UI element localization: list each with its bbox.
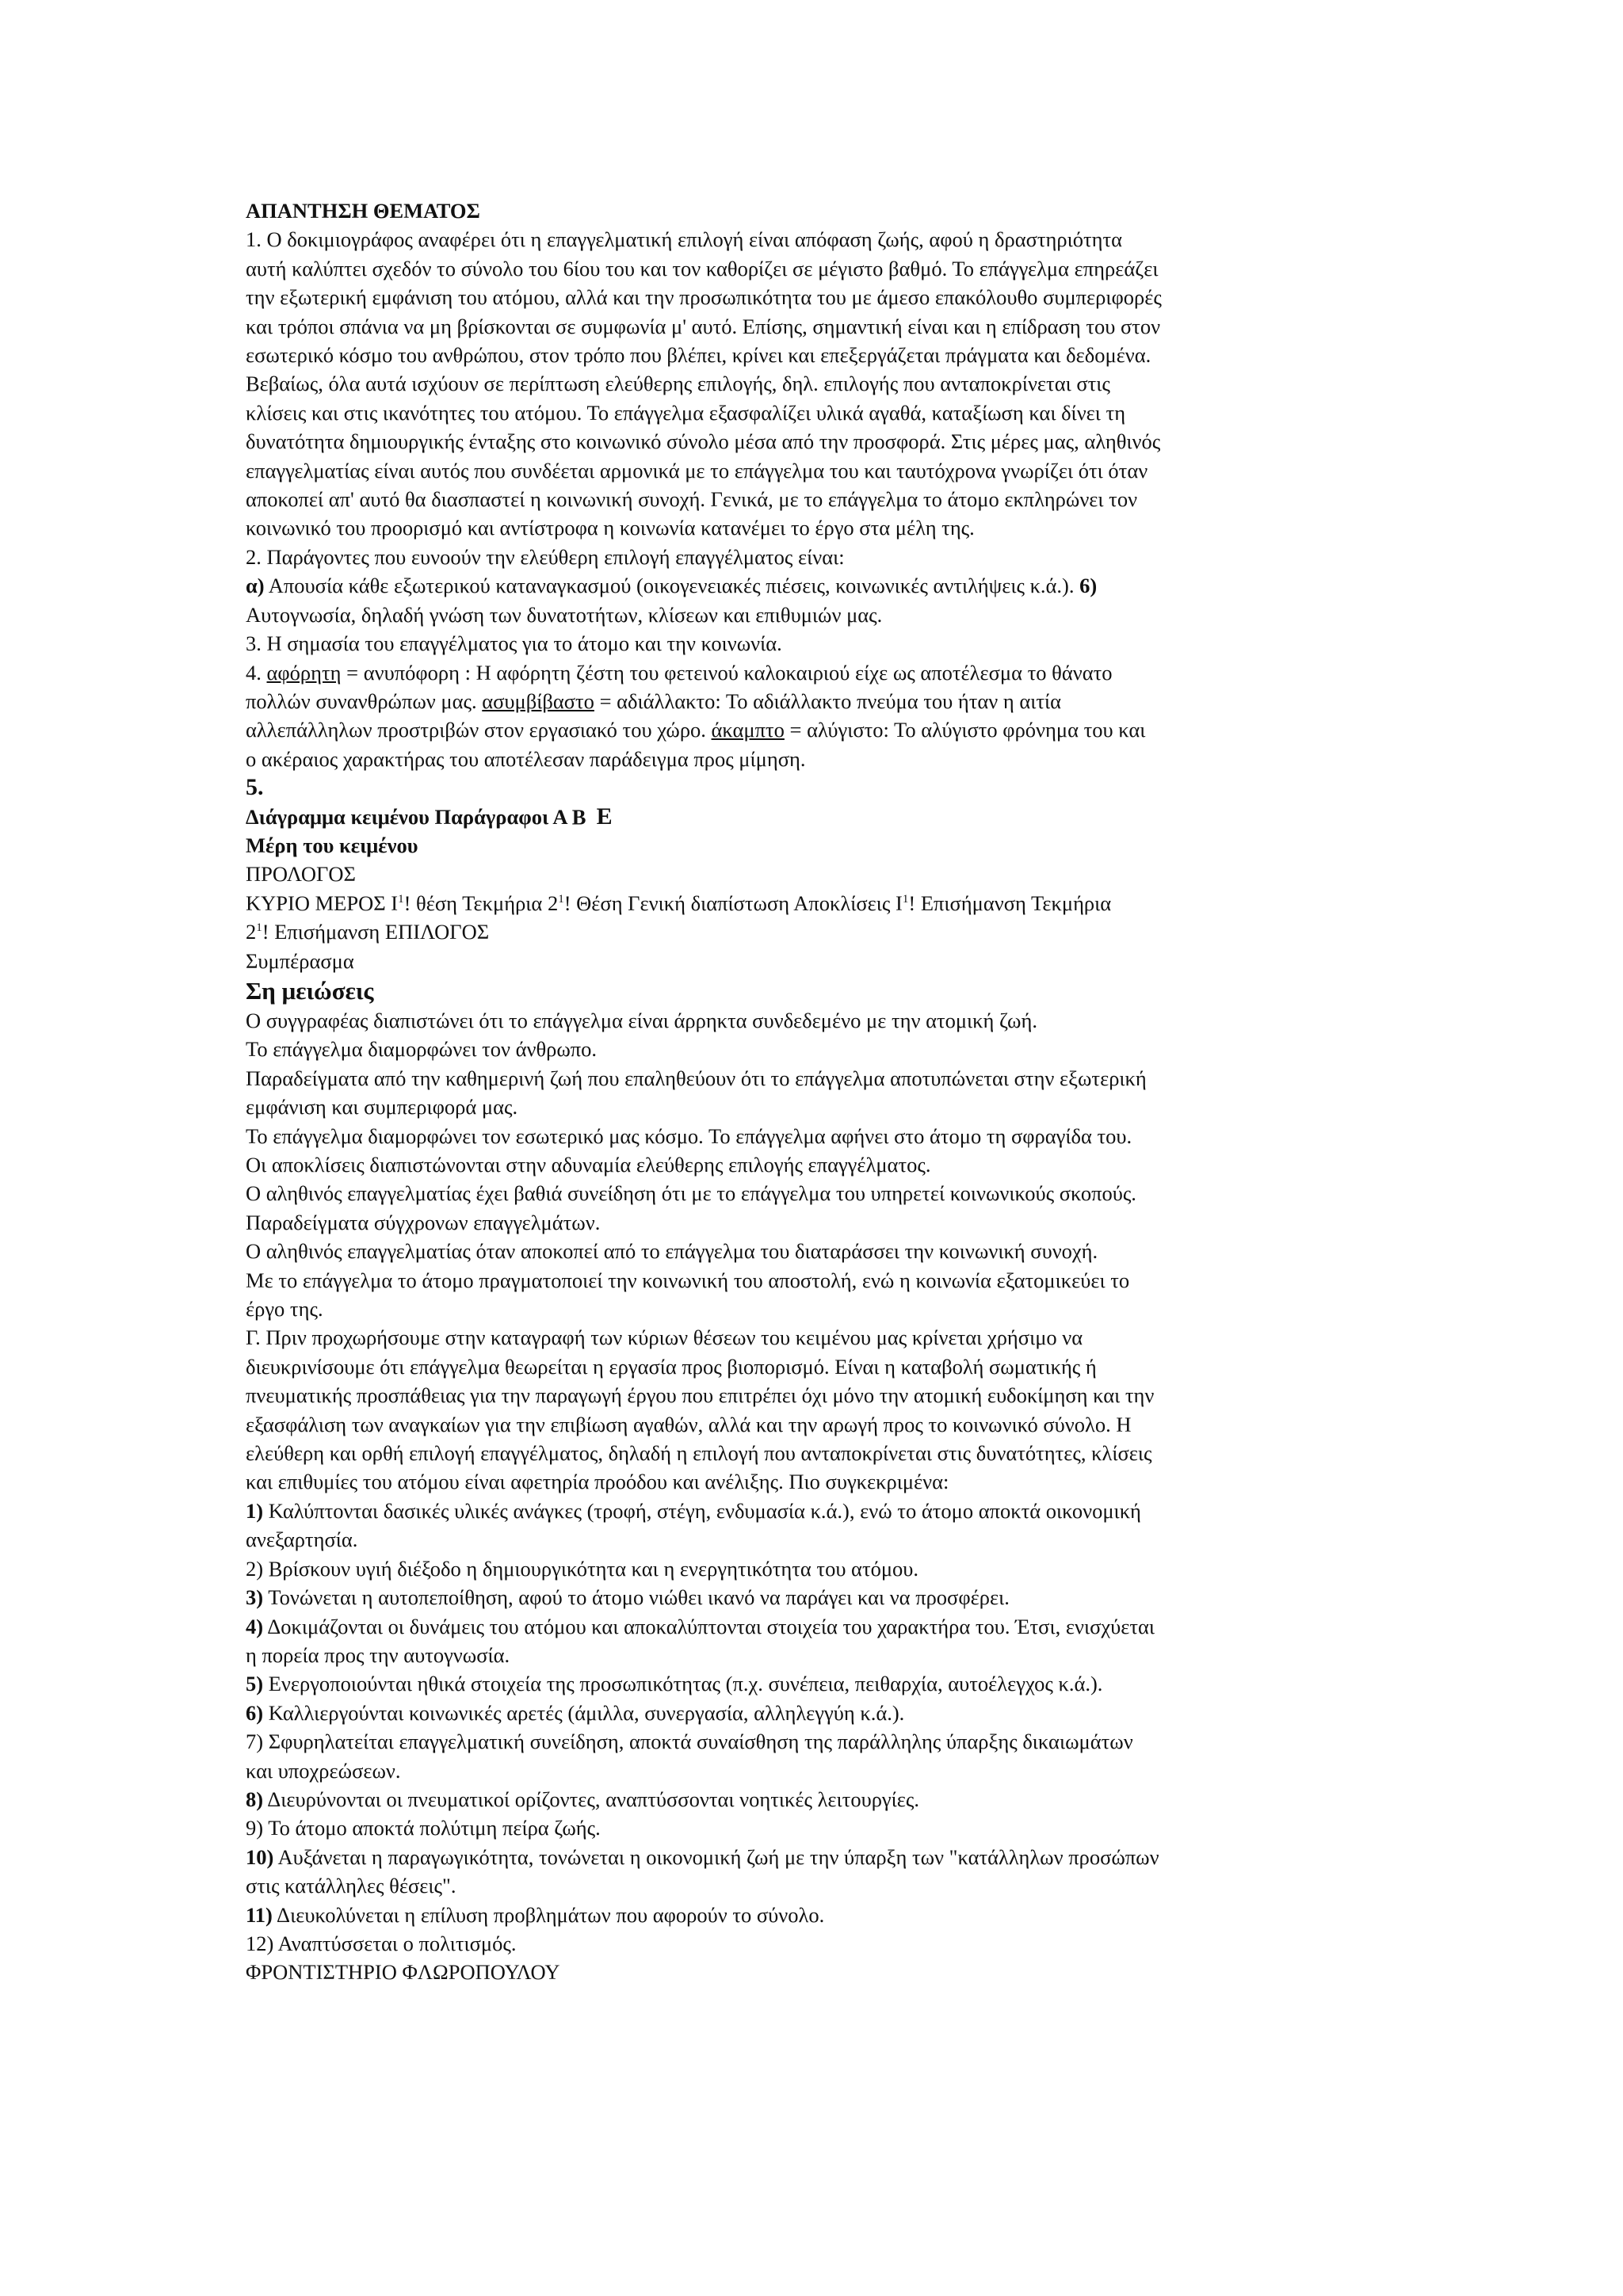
main-part-text: ΚΥΡΙΟ ΜΕΡΟΣ Ι: [246, 891, 399, 915]
q1-line: επαγγελματίας είναι αυτός που συνδέεται αρμονικά με το επάγγελμα του και ταυτόχρονα γνωρίζει ότι όταν: [246, 458, 1148, 482]
gamma-line: πνευματικής προσπάθειας για την παραγωγή έργου που επιτρέπει όχι μόνο την ατομική ευδοκίμηση και την: [246, 1383, 1155, 1408]
list-item: [246, 1929, 1387, 1958]
q2-text-b: Αυτογνωσία, δηλαδή γνώση των δυνατοτήτων, κλίσεων και επιθυμιών μας.: [246, 602, 883, 627]
q5-number: 5.: [246, 774, 264, 801]
list-text: Δοκιμάζονται οι δυνάμεις του ατόμου και αποκαλύπτονται στοιχεία του χαρακτήρα του. Έτσι, ενισχύεται: [263, 1614, 1155, 1638]
list-text: 12) Αναπτύσσεται ο πολιτισμός.: [246, 1931, 517, 1955]
list-item: [246, 1843, 1387, 1871]
list-text: Καλλιεργούνται κοινωνικές αρετές (άμιλλα, συνεργασία, αλληλεγγύη κ.ά.).: [263, 1700, 905, 1725]
list-marker: 3): [246, 1585, 264, 1610]
prologue: ΠΡΟΛΟΓΟΣ: [246, 862, 356, 887]
list-item: [246, 1699, 1387, 1727]
parts-heading: Μέρη του κειμένου: [246, 833, 418, 857]
vocab-word: άκαμπτο: [711, 718, 785, 742]
diagram-letter: Ε: [596, 803, 613, 830]
list-marker: 8): [246, 1787, 264, 1811]
q2-line-a: [246, 571, 1387, 600]
list-marker: 1): [246, 1498, 264, 1523]
gamma-line: και επιθυμίες του ατόμου είναι αφετηρία προόδου και ανέλιξης. Πιο συγκεκριμένα:: [246, 1470, 949, 1494]
q1-line: εσωτερικό κόσμο του ανθρώπου, στον τρόπο που βλέπει, κρίνει και επεξεργάζεται πράγματα και δεδομένα.: [246, 343, 1151, 368]
list-text: Διευκολύνεται η επίλυση προβλημάτων που αφορούν το σύνολο.: [272, 1902, 825, 1927]
list-text: η πορεία προς την αυτογνωσία.: [246, 1642, 510, 1667]
note-line: Με το επάγγελμα το άτομο πραγματοποιεί την κοινωνική του αποστολή, ενώ η κοινωνία εξατομικεύει το: [246, 1268, 1130, 1292]
list-item: [246, 1727, 1387, 1756]
list-text: 9) Το άτομο αποκτά πολύτιμη πείρα ζωής.: [246, 1816, 601, 1840]
main-part-text: ! Θέση Γενική διαπίστωση Αποκλίσεις Ι: [563, 891, 903, 915]
note-line: Το επάγγελμα διαμορφώνει τον άνθρωπο.: [246, 1037, 598, 1062]
list-marker: 11): [246, 1902, 273, 1927]
list-item: [246, 1901, 1387, 1929]
main-part-text: ! Επισήμανση ΕΠΙΛΟΓΟΣ: [262, 920, 490, 944]
q1-line: και τρόποι σπάνια να μη βρίσκονται σε συμφωνία μ' αυτό. Επίσης, σημαντική είναι και η επίδραση του στον: [246, 314, 1161, 338]
list-marker: 4): [246, 1614, 264, 1638]
list-item: [246, 1497, 1387, 1525]
list-item: [246, 1554, 1387, 1583]
gamma-line: ελεύθερη και ορθή επιλογή επαγγέλματος, δηλαδή η επιλογή που ανταποκρίνεται στις δυνατότητες, κλίσεις: [246, 1441, 1152, 1466]
list-text: στις κατάλληλες θέσεις".: [246, 1874, 456, 1898]
q4-text: = αλύγιστο: Το αλύγιστο φρόνημα του και: [784, 718, 1146, 742]
list-item: [246, 1669, 1387, 1698]
q2-marker-b: 6): [1074, 574, 1098, 598]
note-line: Ο αληθινός επαγγελματίας έχει βαθιά συνείδηση ότι με το επάγγελμα του υπηρετεί κοινωνικούς σκοπούς.: [246, 1181, 1136, 1206]
notes-title: Ση μειώσεις: [246, 976, 374, 1005]
q2-section: [246, 543, 1387, 629]
note-line: Παραδείγματα από την καθημερινή ζωή που επαληθεύουν ότι το επάγγελμα αποτυπώνεται στην εξωτερική: [246, 1066, 1147, 1090]
answer-title: ΑΠΑΝΤΗΣΗ ΘΕΜΑΤΟΣ: [246, 199, 480, 223]
footer-text: ΦΡΟΝΤΙΣΤΗΡΙΟ ΦΛΩΡΟΠΟΥΛΟΥ: [246, 1960, 560, 1985]
q2-intro: 2. Παράγοντες που ευνοούν την ελεύθερη επιλογή επαγγέλματος είναι:: [246, 544, 845, 569]
q5-section: [246, 773, 1387, 975]
q1-line: 1. Ο δοκιμιογράφος αναφέρει ότι η επαγγελματική επιλογή είναι απόφαση ζωής, αφού η δραστηριότητα: [246, 227, 1123, 252]
list-text: Τονώνεται η αυτοπεποίθηση, αφού το άτομο νιώθει ικανό να παράγει και να προσφέρει.: [263, 1585, 1010, 1610]
q1-paragraph: [246, 225, 1387, 542]
list-item: [246, 1525, 1387, 1554]
list-text: 7) Σφυρηλατείται επαγγελματική συνείδηση, αποκτά συναίσθηση της παράλληλης ύπαρξης δικαιωμάτων: [246, 1730, 1133, 1754]
list-marker: 6): [246, 1700, 264, 1725]
gamma-line: διευκρινίσουμε ότι επάγγελμα θεωρείται η εργασία προς βιοπορισμό. Είναι η καταβολή σωματικής ή: [246, 1354, 1097, 1379]
superscript: 1: [256, 921, 262, 935]
list-item: [246, 1583, 1387, 1611]
gamma-paragraph: [246, 1323, 1387, 1496]
q1-line: την εξωτερική εμφάνιση του ατόμου, αλλά και την προσωπικότητα του με άμεσο επακόλουθο συμπεριφορές: [246, 285, 1162, 310]
note-line: Παραδείγματα σύγχρονων επαγγελμάτων.: [246, 1210, 601, 1234]
conclusion: Συμπέρασμα: [246, 948, 354, 973]
notes-list: [246, 1006, 1387, 1323]
q4-prefix: 4.: [246, 660, 267, 685]
superscript: 1: [558, 892, 564, 906]
q1-line: αποκοπεί απ' αυτό θα διασπαστεί η κοινωνική συνοχή. Γενικά, με το επάγγελμα το άτομο εκπληρώνει τον: [246, 487, 1138, 512]
main-part-text: ! θέση Τεκμήρια 2: [403, 891, 559, 915]
q4-text: = ανυπόφορη : Η αφόρητη ζέστη του φετεινού καλοκαιριού είχε ως αποτέλεσμα το θάνατο: [341, 660, 1113, 685]
main-part-text: ! Επισήμανση Τεκμήρια: [908, 891, 1112, 915]
vocab-word: αφόρητη: [266, 660, 342, 685]
numbered-list: [246, 1497, 1387, 1958]
list-text: Αυξάνεται η παραγωγικότητα, τονώνεται η οικονομική ζωή με την ύπαρξη των "κατάλληλων προσώπων: [273, 1844, 1159, 1869]
list-item: [246, 1814, 1387, 1842]
q3-answer: 3. Η σημασία του επαγγέλματος για το άτομο και την κοινωνία.: [246, 631, 782, 656]
main-part-text: 2: [246, 920, 257, 944]
q4-line: [246, 658, 1387, 687]
diagram-heading: [246, 803, 1387, 831]
q4-line: [246, 687, 1387, 715]
note-line: εμφάνιση και συμπεριφορά μας.: [246, 1095, 518, 1119]
gamma-line: Γ. Πριν προχωρήσουμε στην καταγραφή των κύριων θέσεων του κειμένου μας κρίνεται χρήσιμο να: [246, 1325, 1083, 1350]
vocab-word: ασυμβίβαστο: [482, 688, 594, 713]
q1-line: κοινωνικό του προορισμό και αντίστροφα η κοινωνία κατανέμει το έργο στα μέλη της.: [246, 516, 975, 540]
main-part-line: [246, 889, 1387, 917]
q1-line: δυνατότητα δημιουργικής ένταξης στο κοινωνικό σύνολο μέσα από την προσφορά. Στις μέρες μας, αληθινός: [246, 429, 1161, 454]
superscript: 1: [398, 892, 404, 906]
superscript: 1: [902, 892, 909, 906]
diagram-label: Διάγραμμα κειμένου Παράγραφοι Α Β: [246, 804, 586, 829]
q2-marker-a: α): [246, 574, 265, 598]
list-item: [246, 1612, 1387, 1641]
note-line: Ο αληθινός επαγγελματίας όταν αποκοπεί από το επάγγελμα του διαταράσσει την κοινωνική συνοχή.: [246, 1239, 1098, 1264]
note-line: Ο συγγραφέας διαπιστώνει ότι το επάγγελμα είναι άρρηκτα συνδεδεμένο με την ατομική ζωή.: [246, 1008, 1037, 1032]
gamma-line: εξασφάλιση των αναγκαίων για την επιβίωση αγαθών, αλλά και την αρωγή προς το κοινωνικό σύνολο. Η: [246, 1412, 1132, 1436]
document-page: [246, 196, 1387, 1987]
list-text: ανεξαρτησία.: [246, 1527, 358, 1552]
list-text: Καλύπτονται δασικές υλικές ανάγκες (τροφή, στέγη, ενδυμασία κ.ά.), ενώ το άτομο αποκτά οικονομική: [263, 1498, 1141, 1523]
list-marker: 10): [246, 1844, 274, 1869]
q1-line: Βεβαίως, όλα αυτά ισχύουν σε περίπτωση ελεύθερης επιλογής, δηλ. επιλογής που ανταποκρίνεται στις: [246, 372, 1110, 396]
q4-section: [246, 658, 1387, 774]
list-text: και υποχρεώσεων.: [246, 1758, 401, 1783]
q4-text: = αδιάλλακτο: Το αδιάλλακτο πνεύμα του ήταν η αιτία: [594, 688, 1062, 713]
list-text: 2) Βρίσκουν υγιή διέξοδο η δημιουργικότητα και η ενεργητικότητα του ατόμου.: [246, 1556, 919, 1581]
list-marker: 5): [246, 1672, 264, 1696]
q4-line: [246, 715, 1387, 744]
q1-line: κλίσεις και στις ικανότητες του ατόμου. Το επάγγελμα εξασφαλίζει υλικά αγαθά, καταξίωση και δίνει τη: [246, 400, 1126, 425]
note-line: Οι αποκλίσεις διαπιστώνονται στην αδυναμία ελεύθερης επιλογής επαγγέλματος.: [246, 1153, 931, 1177]
list-item: [246, 1756, 1387, 1785]
q2-text-a: Απουσία κάθε εξωτερικού καταναγκασμού (οικογενειακές πιέσεις, κοινωνικές αντιλήψεις κ.ά.).: [264, 574, 1075, 598]
note-line: έργο της.: [246, 1297, 323, 1322]
main-part-line: [246, 917, 1387, 946]
q1-line: αυτή καλύπτει σχεδόν το σύνολο του 6ίου του και τον καθορίζει σε μέγιστο βαθμό. Το επάγγελμα επηρεάζει: [246, 256, 1159, 280]
list-item: [246, 1785, 1387, 1814]
q4-text: πολλών συνανθρώπων μας.: [246, 688, 483, 713]
q4-text: αλλεπάλληλων προστριβών στον εργασιακό του χώρο.: [246, 718, 712, 742]
list-text: Ενεργοποιούνται ηθικά στοιχεία της προσωπικότητας (π.χ. συνέπεια, πειθαρχία, αυτοέλεγχος κ.ά.).: [263, 1672, 1103, 1696]
list-text: Διευρύνονται οι πνευματικοί ορίζοντες, αναπτύσσονται νοητικές λειτουργίες.: [263, 1787, 920, 1811]
list-item: [246, 1641, 1387, 1669]
q4-line: ο ακέραιος χαρακτήρας του αποτέλεσαν παράδειγμα προς μίμηση.: [246, 746, 806, 771]
note-line: Το επάγγελμα διαμορφώνει τον εσωτερικό μας κόσμο. Το επάγγελμα αφήνει στο άτομο τη σφραγίδα του.: [246, 1123, 1132, 1148]
list-item: [246, 1871, 1387, 1900]
